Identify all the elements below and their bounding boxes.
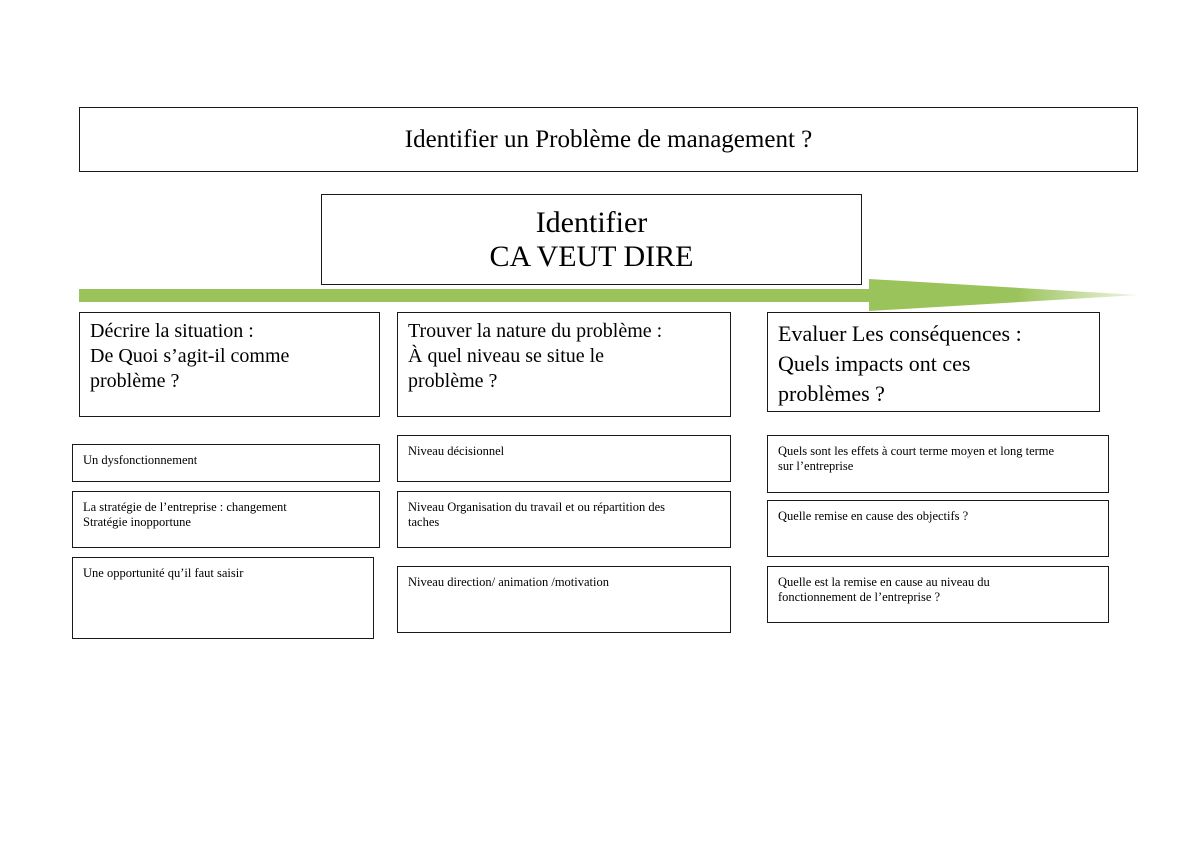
item-text: Niveau Organisation du travail et ou répartition des (408, 500, 665, 514)
definition-box (321, 194, 862, 285)
item-text: La stratégie de l’entreprise : changement (83, 500, 287, 514)
consequences-item-1 (767, 435, 1109, 493)
main-title-box (79, 107, 1138, 172)
item-text: Niveau direction/ animation /motivation (408, 575, 609, 589)
nature-item-3 (397, 566, 731, 633)
nature-item-2 (397, 491, 731, 548)
describe-item-2 (72, 491, 380, 548)
definition-line-2: CA VEUT DIRE (489, 239, 694, 273)
consequences-item-3 (767, 566, 1109, 623)
progress-arrow (79, 276, 1139, 314)
item-text: Niveau décisionnel (408, 444, 505, 458)
heading-line: De Quoi s’agit-il comme (90, 345, 290, 367)
item-text: fonctionnement de l’entreprise ? (778, 590, 941, 604)
heading-line: problème ? (90, 370, 180, 392)
describe-item-1 (72, 444, 380, 482)
column-heading-consequences (767, 312, 1100, 412)
item-text: Quelle remise en cause des objectifs ? (778, 509, 969, 523)
column-heading-describe (79, 312, 380, 417)
item-text: sur l’entreprise (778, 459, 854, 473)
describe-item-3 (72, 557, 374, 639)
consequences-item-2 (767, 500, 1109, 557)
heading-line: Quels impacts ont ces (778, 351, 971, 376)
item-text: Stratégie inopportune (83, 515, 191, 529)
heading-line: Trouver la nature du problème : (408, 320, 663, 342)
nature-item-1 (397, 435, 731, 482)
main-title: Identifier un Problème de management ? (404, 125, 813, 153)
item-text: Un dysfonctionnement (83, 453, 198, 467)
heading-line: problèmes ? (778, 381, 885, 406)
heading-line: Décrire la situation : (90, 320, 254, 342)
item-text: Une opportunité qu’il faut saisir (83, 566, 244, 580)
column-heading-nature (397, 312, 731, 417)
heading-line: Evaluer Les conséquences : (778, 321, 1022, 346)
arrow-shaft (79, 289, 879, 302)
definition-line-1: Identifier (535, 205, 648, 239)
item-text: taches (408, 515, 440, 529)
arrow-head (869, 279, 1139, 311)
item-text: Quelle est la remise en cause au niveau du (778, 575, 990, 589)
heading-line: À quel niveau se situe le (408, 345, 605, 367)
heading-line: problème ? (408, 370, 498, 392)
item-text: Quels sont les effets à court terme moyen et long terme (778, 444, 1055, 458)
